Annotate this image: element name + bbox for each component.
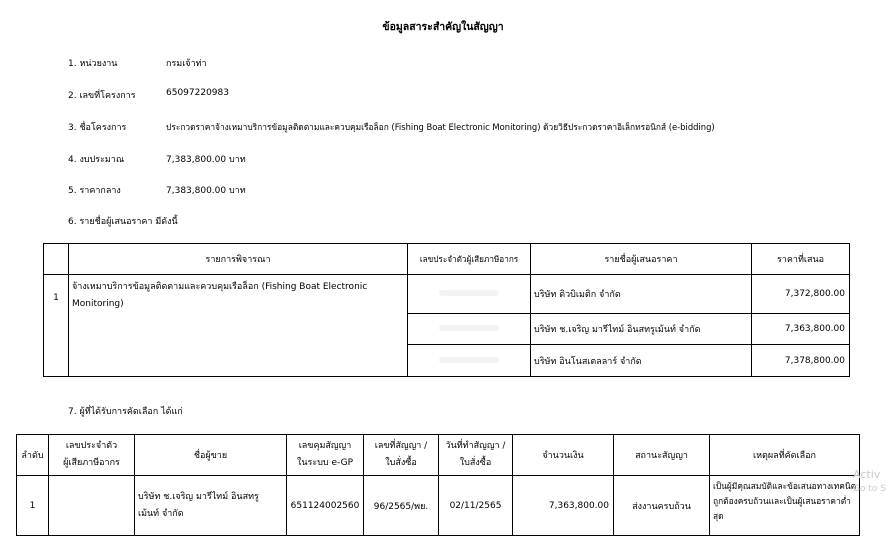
winner-status: ส่งงานครบถ้วน	[614, 476, 710, 536]
table-row	[17, 476, 860, 536]
field-value-project-name: ประกวดราคาจ้างเหมาบริการข้อมูลติดตามและควบคุมเรือล็อก (Fishing Boat Electronic Monitoring) ด้วยวิธีประกวดราคาอิเล็กทรอนิกส์ (e-bidding)	[166, 122, 715, 132]
watermark-line-1: Activ	[853, 468, 881, 481]
header-seller: ชื่อผู้ขาย	[135, 435, 287, 476]
winner-seller-line-1: บริษัท ช.เจริญ มารีไทม์ อินสทรู	[138, 491, 259, 502]
header-blank	[44, 244, 69, 275]
field-label-budget: 4. งบประมาณ	[68, 155, 125, 165]
winner-amount: 7,363,800.00	[513, 476, 614, 536]
bid-price: 7,372,800.00	[752, 275, 850, 314]
bidder-name: บริษัท ช.เจริญ มารีไทม์ อินสทรูเม้นท์ จำกัด	[531, 314, 752, 345]
bidder-name: บริษัท อินโนสเตลลาร์ จำกัด	[531, 345, 752, 377]
header-amount: จำนวนเงิน	[513, 435, 614, 476]
winner-reason-line-3: สุด	[713, 511, 724, 521]
winner-seller-line-2: เม้นท์ จำกัด	[138, 508, 184, 519]
header-status: สถานะสัญญา	[614, 435, 710, 476]
item-description-line-2: Monitoring)	[72, 299, 124, 309]
winner-table-header	[17, 435, 860, 476]
page-title: ข้อมูลสาระสำคัญในสัญญา	[382, 21, 504, 33]
field-label-project-no: 2. เลขที่โครงการ	[68, 91, 136, 101]
winner-tax-id-redacted	[49, 476, 135, 536]
header-egp-line-2: ในระบบ e-GP	[296, 458, 354, 468]
table-row	[44, 275, 850, 314]
bidders-table	[43, 243, 850, 377]
winner-reason	[710, 476, 860, 536]
field-label-project-name: 3. ชื่อโครงการ	[68, 123, 127, 133]
watermark-line-2: Go to S	[853, 484, 886, 494]
winner-reason-line-2: ถูกต้องครบถ้วนและเป็นผู้เสนอราคาต่ำ	[713, 496, 851, 506]
item-number: 1	[44, 275, 69, 377]
field-value-agency: กรมเจ้าท่า	[166, 59, 207, 69]
winner-no: 1	[17, 476, 49, 536]
winner-egp-no: 651124002560	[287, 476, 364, 536]
tax-id-redacted	[408, 345, 531, 377]
header-egp	[287, 435, 364, 476]
bidder-name: บริษัท ดิวบิเมติก จำกัด	[531, 275, 752, 314]
header-date-line-2: ใบสั่งซื้อ	[459, 458, 492, 468]
tax-id-redacted	[408, 275, 531, 314]
activation-watermark	[853, 468, 886, 496]
header-tax-id: เลขประจำตัวผู้เสียภาษีอากร	[408, 244, 531, 275]
header-price: ราคาที่เสนอ	[752, 244, 850, 275]
header-contract-line-1: เลขที่สัญญา /	[374, 441, 428, 451]
section-7-heading: 7. ผู้ที่ได้รับการคัดเลือก ได้แก่	[68, 407, 183, 417]
winner-table	[16, 434, 860, 536]
item-description-line-1: จ้างเหมาบริการข้อมูลติดตามและควบคุมเรือล็อก (Fishing Boat Electronic	[72, 282, 368, 292]
header-bidder-name: รายชื่อผู้เสนอราคา	[531, 244, 752, 275]
header-tax-id	[49, 435, 135, 476]
bid-price: 7,363,800.00	[752, 314, 850, 345]
field-value-project-no: 65097220983	[166, 88, 229, 98]
header-egp-line-1: เลขคุมสัญญา	[298, 441, 352, 451]
header-tax-id-line-1: เลขประจำตัว	[65, 441, 118, 451]
winner-contract-date: 02/11/2565	[439, 476, 513, 536]
section-6-heading: 6. รายชื่อผู้เสนอราคา มีดังนี้	[68, 217, 178, 227]
bid-price: 7,378,800.00	[752, 345, 850, 377]
header-no: ลำดับ	[17, 435, 49, 476]
header-date-line-1: วันที่ทำสัญญา /	[445, 441, 506, 451]
header-tax-id-line-2: ผู้เสียภาษีอากร	[63, 458, 120, 468]
header-contract-date	[439, 435, 513, 476]
field-value-budget: 7,383,800.00 บาท	[166, 155, 246, 165]
field-value-median-price: 7,383,800.00 บาท	[166, 186, 246, 196]
header-contract-line-2: ใบสั่งซื้อ	[385, 458, 417, 468]
winner-contract-no: 96/2565/พย.	[364, 476, 439, 536]
header-item: รายการพิจารณา	[69, 244, 408, 275]
winner-reason-line-1: เป็นผู้มีคุณสมบัติและข้อเสนอทางเทคนิค	[713, 481, 857, 491]
item-description	[69, 275, 408, 377]
winner-seller	[135, 476, 287, 536]
bidders-table-header	[44, 244, 850, 275]
tax-id-redacted	[408, 314, 531, 345]
field-label-agency: 1. หน่วยงาน	[68, 59, 118, 69]
header-reason: เหตุผลที่คัดเลือก	[710, 435, 860, 476]
field-label-median-price: 5. ราคากลาง	[68, 186, 121, 196]
header-contract-no	[364, 435, 439, 476]
